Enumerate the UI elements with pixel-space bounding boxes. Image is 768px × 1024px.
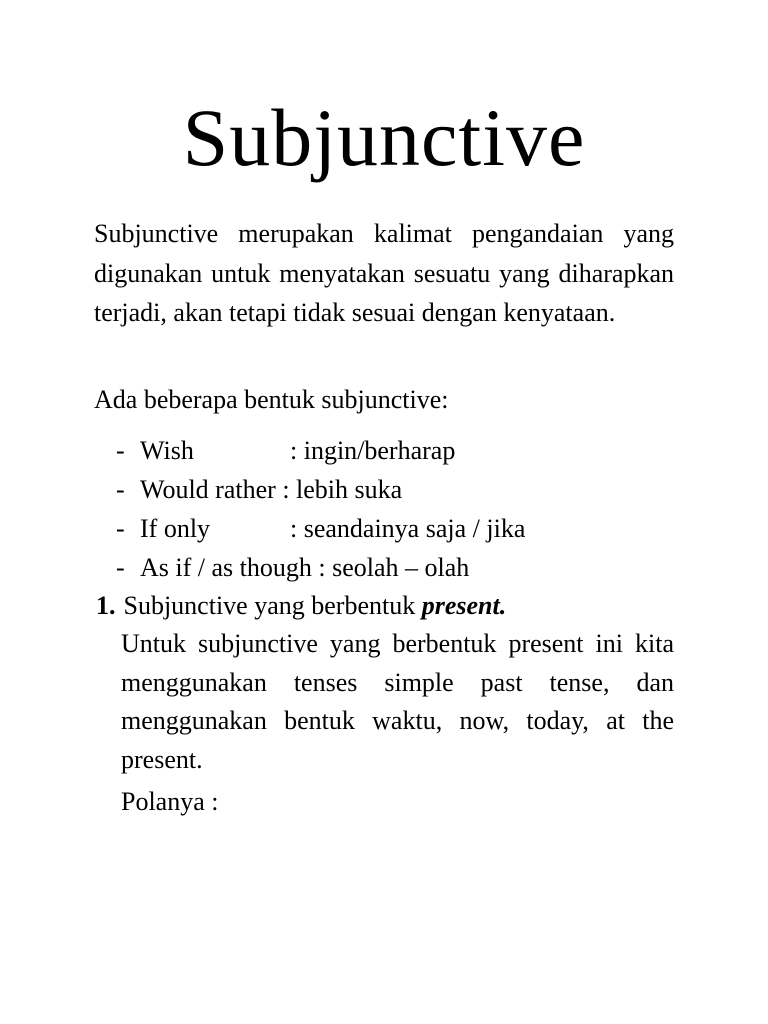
section-heading: [96, 586, 506, 625]
page-title: Subjunctive: [182, 92, 586, 183]
list-item: [116, 431, 525, 470]
form-meaning: : seolah – olah: [318, 553, 470, 582]
intro-paragraph: Subjunctive merupakan kalimat pengandaian yang digunakan untuk menyatakan sesuatu yang diharapkan terjadi, akan tetapi tidak sesuai dengan kenyataan.: [94, 219, 674, 327]
list-dash: -: [116, 553, 125, 582]
section-heading-emphasis: present.: [421, 591, 507, 620]
section-body: Untuk subjunctive yang berbentuk present ini kita menggunakan tenses simple past tense, dan menggunakan bentuk waktu, now, today, at the present.: [121, 629, 674, 774]
form-term: Would rather: [140, 475, 276, 504]
list-dash: -: [116, 475, 125, 504]
section-heading-text: Subjunctive yang berbentuk: [123, 591, 416, 620]
form-meaning: : seandainya saja / jika: [290, 514, 526, 543]
form-term: As if / as though: [140, 553, 312, 582]
form-meaning: : lebih suka: [282, 475, 403, 504]
form-meaning: : ingin/berharap: [290, 436, 456, 465]
list-item: [116, 548, 525, 587]
form-term: Wish: [140, 436, 194, 465]
list-dash: -: [116, 436, 125, 465]
forms-list: [116, 431, 525, 587]
list-dash: -: [116, 514, 125, 543]
list-item: [116, 470, 525, 509]
section-number: 1.: [96, 591, 116, 620]
form-term: If only: [140, 514, 211, 543]
forms-lead-text: Ada beberapa bentuk subjunctive:: [94, 385, 449, 414]
pattern-label: Polanya :: [121, 787, 219, 816]
list-item: [116, 509, 525, 548]
